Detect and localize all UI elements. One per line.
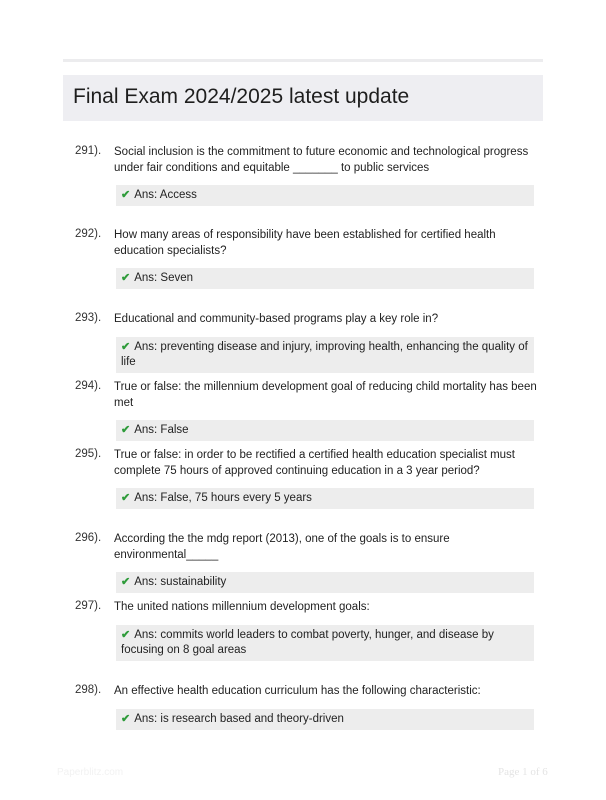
answer-text: Ans: False xyxy=(134,424,189,436)
question-number: 296). xyxy=(75,532,102,544)
answer-box xyxy=(116,420,534,441)
answer-box xyxy=(116,488,534,509)
answer-box xyxy=(116,337,534,373)
watermark: Paperblitz.com xyxy=(57,767,124,778)
check-icon: ✔ xyxy=(121,424,131,436)
question-number: 291). xyxy=(75,145,102,157)
title-bar xyxy=(63,75,543,121)
question-text: Educational and community-based programs play a key role in? xyxy=(114,313,439,325)
answer-text: Ans: Seven xyxy=(134,272,194,284)
question-number: 294). xyxy=(75,380,102,392)
question-text: The united nations millennium development goals: xyxy=(114,601,370,613)
question-item xyxy=(63,228,543,289)
answer-text: Ans: is research based and theory-driven xyxy=(134,712,344,725)
answer-box xyxy=(116,625,534,661)
answer-text: Ans: Access xyxy=(134,189,197,201)
question-number: 292). xyxy=(75,228,102,240)
question-text: How many areas of responsibility have been established for certified health education specialists? xyxy=(114,229,496,257)
question-number: 297). xyxy=(75,600,102,612)
question-item xyxy=(63,684,543,730)
question-text: According the the mdg report (2013), one of the goals is to ensure environmental_____ xyxy=(114,533,450,561)
check-icon: ✔ xyxy=(121,712,131,725)
top-divider xyxy=(63,59,543,62)
check-icon: ✔ xyxy=(121,272,131,284)
question-text: True or false: in order to be rectified a certified health education specialist must complete 75 hours of approved continuing education in a 3 year period? xyxy=(114,449,516,477)
page-title: Final Exam 2024/2025 latest update xyxy=(73,85,410,108)
answer-text: Ans: False, 75 hours every 5 years xyxy=(134,492,312,504)
question-item xyxy=(63,600,543,661)
answer-text: Ans: preventing disease and injury, improving health, enhancing the quality of life xyxy=(121,340,528,368)
check-icon: ✔ xyxy=(121,576,131,588)
question-text: True or false: the millennium development goal of reducing child mortality has been met xyxy=(114,381,537,409)
question-number: 295). xyxy=(75,448,102,460)
answer-box xyxy=(116,185,534,206)
check-icon: ✔ xyxy=(121,628,131,641)
answer-box xyxy=(116,268,534,289)
question-item xyxy=(63,448,543,509)
check-icon: ✔ xyxy=(121,189,131,201)
question-number: 293). xyxy=(75,312,102,324)
question-item xyxy=(63,532,543,593)
question-number: 298). xyxy=(75,684,102,696)
check-icon: ✔ xyxy=(121,492,131,504)
answer-box xyxy=(116,709,534,730)
answer-text: Ans: sustainability xyxy=(134,576,227,588)
question-text: Social inclusion is the commitment to future economic and technological progress under fair conditions and equitable _______ to public services xyxy=(114,146,529,174)
answer-text: Ans: commits world leaders to combat poverty, hunger, and disease by focusing on 8 goal areas xyxy=(121,628,494,656)
question-item xyxy=(63,380,543,441)
question-text: An effective health education curriculum has the following characteristic: xyxy=(114,685,481,697)
question-item xyxy=(63,145,543,206)
check-icon: ✔ xyxy=(121,340,131,353)
question-item xyxy=(63,312,543,373)
page-number: Page 1 of 6 xyxy=(498,766,548,778)
answer-box xyxy=(116,572,534,593)
